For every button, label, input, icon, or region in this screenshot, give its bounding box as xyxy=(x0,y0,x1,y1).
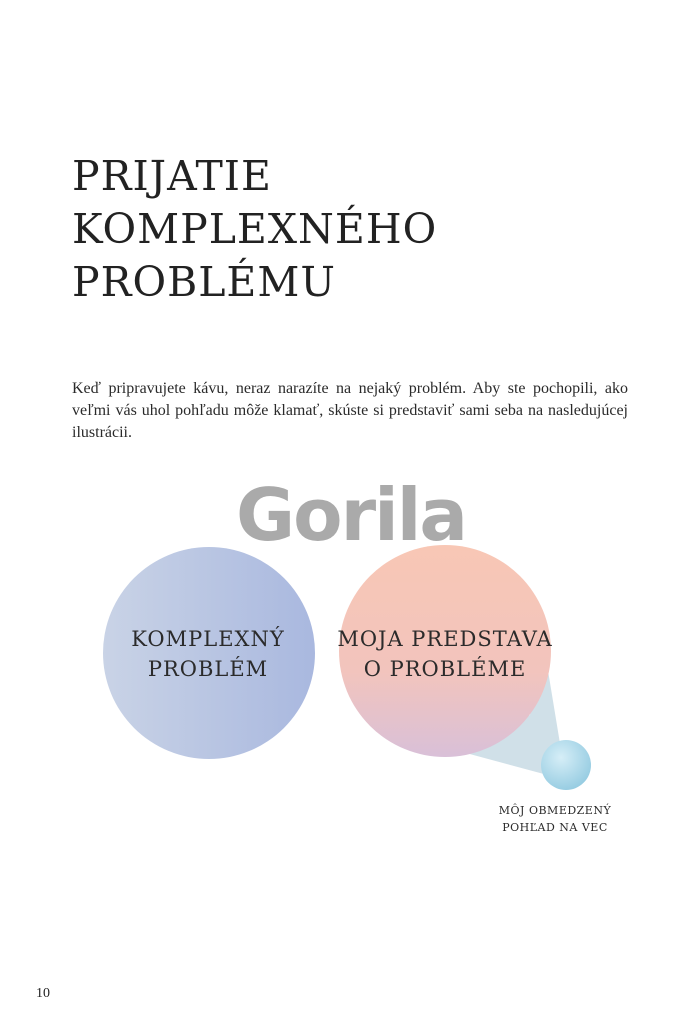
gorila-watermark-logo: Gorila xyxy=(236,473,467,557)
title-line: PROBLÉMU xyxy=(72,258,336,306)
observer-sphere xyxy=(541,740,591,790)
intro-paragraph: Keď pripravujete kávu, neraz narazíte na nejaký problém. Aby ste pochopili, ako veľmi vás uhol pohľadu môže klamať, skúste si predstaviť sami seba na nasledujúcej ilustrácii. xyxy=(72,380,628,441)
title-line: PRIJATIE xyxy=(72,152,272,200)
title-line: KOMPLEXNÉHO xyxy=(72,205,438,253)
limited-view-label: MÔJ OBMEDZENÝ POHĽAD NA VEC xyxy=(498,804,612,834)
page-number: 10 xyxy=(36,986,50,1001)
page-title xyxy=(72,150,592,309)
complex-problem-label: KOMPLEXNÝ PROBLÉM xyxy=(131,627,285,681)
my-idea-label: MOJA PREDSTAVA O PROBLÉME xyxy=(337,627,553,681)
